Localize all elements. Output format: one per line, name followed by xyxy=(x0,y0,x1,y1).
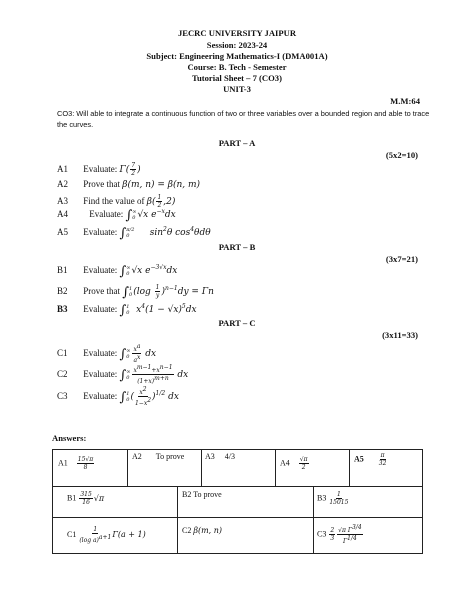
part-c-marks: (3x11=33) xyxy=(382,330,418,340)
question-text: Evaluate: xyxy=(83,265,118,275)
answers-title: Answers: xyxy=(52,433,87,443)
session-line: Session: 2023-24 xyxy=(206,40,268,50)
question-b2 xyxy=(57,284,214,300)
divider xyxy=(201,450,202,486)
math-expression: $\frac{315}{16}$ √π xyxy=(80,491,105,506)
course-line: Course: B. Tech - Semester xyxy=(187,62,287,72)
answer-label: A1 xyxy=(58,458,68,468)
math-expression: ∫ π/2 0 $\sin^2\theta$ $\cos^4\theta d\theta$ xyxy=(119,226,211,241)
question-number: A3 xyxy=(57,196,68,206)
question-number: B1 xyxy=(57,265,68,275)
math-expression: Γ( $\frac{7}{2}$ ) xyxy=(119,162,141,177)
answers-row-2 xyxy=(53,486,422,517)
math-expression: $\frac{1}{15015}$ xyxy=(329,491,349,506)
question-number: C3 xyxy=(57,391,68,401)
answer-label: B1 xyxy=(67,493,77,503)
answer-label: B3 xyxy=(317,493,327,503)
unit-line: UNIT-3 xyxy=(223,84,251,94)
divider xyxy=(349,450,350,486)
answer-value: To prove xyxy=(155,452,185,461)
answers-row-3 xyxy=(53,517,422,554)
answer-b2: B2 To prove xyxy=(182,490,222,499)
answer-c3 xyxy=(317,524,364,545)
math-expression: ∫ 1 0 (log $\frac{1}{y}$ )$^{n-1}$dy = Γn xyxy=(122,284,214,300)
answers-table xyxy=(52,449,423,554)
tutorial-line: Tutorial Sheet – 7 (CO3) xyxy=(192,73,282,83)
answer-c2 xyxy=(182,526,222,535)
question-a1 xyxy=(57,162,141,177)
answer-label: A3 xyxy=(205,452,215,461)
question-text: Evaluate: xyxy=(83,348,118,358)
question-number: A5 xyxy=(57,227,68,237)
part-a-marks: (5x2=10) xyxy=(385,150,418,160)
math-expression: β(m, n) xyxy=(193,526,223,535)
question-a3 xyxy=(57,194,175,209)
divider xyxy=(313,487,314,517)
question-text: Prove that xyxy=(83,286,120,296)
subject-line: Subject: Engineering Mathematics-I (DMA001A) xyxy=(146,51,328,61)
co-statement: CO3: Will able to integrate a continuous function of two or three variables over a bounded region and able to trace the curves. xyxy=(57,109,430,129)
math-expression: $\frac{1}{(\log a)^{a+1}}$ Γ(a + 1) xyxy=(79,526,146,544)
part-b-marks: (3x7=21) xyxy=(385,254,418,264)
question-number: C2 xyxy=(57,369,68,379)
answer-a3 xyxy=(205,452,235,461)
part-b-title: PART – B xyxy=(218,242,256,252)
max-marks: M.M:64 xyxy=(390,96,420,106)
part-c-title: PART – C xyxy=(218,318,256,328)
math-expression: ∫ ∞ 0 √x $e^{-3√x}dx$ xyxy=(119,264,178,279)
question-text: Prove that xyxy=(83,179,120,189)
answer-label: C3 xyxy=(317,529,327,539)
math-expression: β(m, n) = β(n, m) xyxy=(122,180,201,190)
answer-c1 xyxy=(67,526,146,544)
question-number: A2 xyxy=(57,179,68,189)
question-number: B3 xyxy=(57,304,68,314)
math-expression: ∫ ∞ 0 $\frac{x^a}{a^x}$ dx xyxy=(119,343,157,364)
divider xyxy=(127,450,128,486)
question-text: Evaluate: xyxy=(83,391,118,401)
question-number: B2 xyxy=(57,286,68,296)
question-number: C1 xyxy=(57,348,68,358)
question-a5 xyxy=(57,226,211,241)
question-a4 xyxy=(57,208,176,223)
answer-value: 4/3 xyxy=(224,452,236,461)
math-expression: ∫ 1 0 ( $\frac{x^2}{1-x^2}$ )$^{1/2}$ dx xyxy=(119,386,179,407)
question-c3 xyxy=(57,386,179,407)
question-c1 xyxy=(57,343,156,364)
math-expression: $\frac{√\pi}{2}$ xyxy=(299,456,308,471)
answer-label: A5 xyxy=(354,454,364,464)
answer-a5 xyxy=(354,452,387,467)
answer-label: C2 xyxy=(182,526,192,535)
divider xyxy=(177,518,178,554)
part-a-title: PART – A xyxy=(218,138,256,148)
answer-label: A4 xyxy=(280,458,290,468)
math-expression: $\frac{\pi}{32}$ xyxy=(378,452,387,467)
question-text: Evaluate: xyxy=(83,164,118,174)
math-expression: $\frac{15√\pi}{8}$ xyxy=(77,456,94,471)
question-text: Evaluate: xyxy=(83,304,118,314)
question-b3 xyxy=(57,303,197,318)
math-expression: β( $\frac{1}{2}$ ,2) xyxy=(146,194,176,209)
math-expression: $\frac{2}{3}$ $\frac{√\pi \Gamma^{3/4}}{\Gamma^{1/4}}$ xyxy=(330,524,362,545)
answer-a1 xyxy=(58,456,95,471)
math-expression: ∫ ∞ 0 $\frac{x^{m-1}+x^{n-1}}{(1+x)^{m+n}}$ dx xyxy=(119,364,189,385)
answer-b3 xyxy=(317,491,349,506)
answer-a4 xyxy=(280,456,310,471)
question-text: Find the value of xyxy=(83,196,145,206)
math-expression: ∫ 1 0 $x^4(1 - √x)^5dx$ xyxy=(119,303,197,318)
question-text: Evaluate: xyxy=(83,227,118,237)
question-text: Evaluate: xyxy=(83,369,118,379)
answer-b1 xyxy=(67,491,104,506)
divider xyxy=(177,487,178,517)
question-text: Evaluate: xyxy=(89,209,124,219)
answer-label: A2 xyxy=(132,452,142,461)
divider xyxy=(275,450,276,486)
question-number: A1 xyxy=(57,164,68,174)
math-expression: ∫ ∞ 0 √x $e^{-x}dx$ xyxy=(125,208,176,223)
question-a2 xyxy=(57,179,200,190)
answer-label: C1 xyxy=(67,530,77,539)
question-c2 xyxy=(57,364,188,385)
question-b1 xyxy=(57,264,177,279)
question-number: A4 xyxy=(57,209,68,219)
divider xyxy=(313,518,314,554)
answer-a2 xyxy=(132,452,184,461)
university-title: JECRC UNIVERSITY JAIPUR xyxy=(177,28,297,38)
